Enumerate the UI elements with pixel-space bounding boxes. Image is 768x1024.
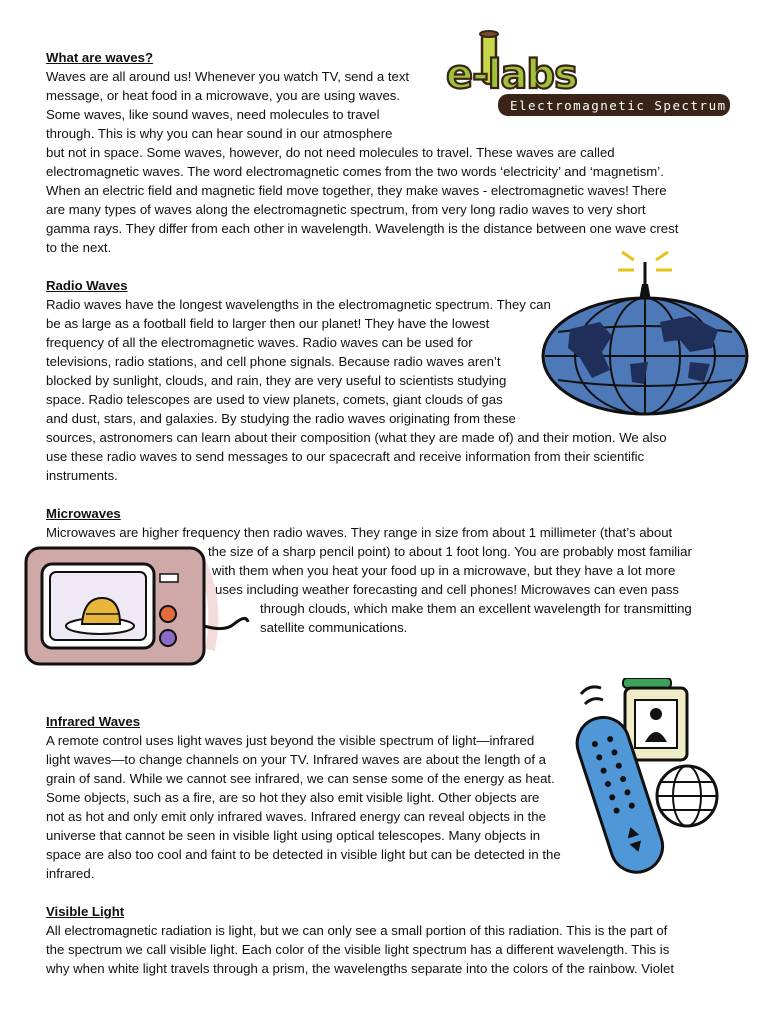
text-line: blocked by sunlight, clouds, and rain, they are very useful to scientists studying: [46, 373, 507, 388]
waves-paragraph: [46, 67, 678, 257]
text-line: and dust, stars, and galaxies. By studying the radio waves originating from these: [46, 411, 516, 426]
text-line: Waves are all around us! Whenever you watch TV, send a text: [46, 69, 410, 84]
text-line: gamma rays. They differ from each other in wavelength. Wavelength is the distance between one wave crest: [46, 221, 679, 236]
text-line: why when white light travels through a prism, the wavelengths separate into the colors of the rainbow. Violet: [46, 961, 674, 976]
text-line: Some objects, such as a fire, are so hot they also emit visible light. Other objects are: [46, 790, 540, 805]
text-line: the size of a sharp pencil point) to about 1 foot long. You are probably most familiar: [208, 544, 692, 559]
text-line: Microwaves are higher frequency then radio waves. They range in size from about 1 millimeter (that’s about: [46, 525, 673, 540]
heading-what-are-waves: What are waves?: [46, 50, 154, 65]
text-line: with them when you heat your food up in a microwave, but they have a lot more: [212, 563, 676, 578]
text-line: grain of sand. While we cannot see infrared, we can sense some of the energy as heat.: [46, 771, 555, 786]
text-line: be as large as a football field to larger then our planet! They have the lowest: [46, 316, 490, 331]
text-line: are many types of waves along the electromagnetic spectrum, from very long radio waves to very short: [46, 202, 646, 217]
microwave-oven-image: [20, 540, 252, 670]
text-line: All electromagnetic radiation is light, but we can only see a small portion of this radiation. This is the part of: [46, 923, 668, 938]
text-line: message, or heat food in a microwave, you are using waves.: [46, 88, 401, 103]
text-line: space are also too cool and faint to be detected in visible light but can be detected in the: [46, 847, 561, 862]
text-line: satellite communications.: [260, 620, 408, 635]
heading-radio-waves: Radio Waves: [46, 278, 128, 293]
logo-subtitle: Electromagnetic Spectrum: [510, 98, 727, 113]
text-line: A remote control uses light waves just beyond the visible spectrum of light—infrared: [46, 733, 535, 748]
text-line: to the next.: [46, 240, 112, 255]
logo-brand: e-labs: [446, 52, 577, 98]
text-line: space. Radio telescopes are used to view planets, comets, giant clouds of gas: [46, 392, 503, 407]
infrared-paragraph: [46, 731, 561, 883]
text-line: universe that cannot be seen in visible light using optical telescopes. Many objects in: [46, 828, 541, 843]
text-line: Radio waves have the longest wavelengths in the electromagnetic spectrum. They can: [46, 297, 551, 312]
heading-microwaves: Microwaves: [46, 506, 121, 521]
text-line: instruments.: [46, 468, 118, 483]
visible-paragraph: [46, 921, 674, 978]
text-line: through clouds, which make them an excellent wavelength for transmitting: [260, 601, 692, 616]
text-line: but not in space. Some waves, however, do not need molecules to travel. These waves are called: [46, 145, 615, 160]
remote-control-image: [575, 678, 725, 878]
heading-visible-light: Visible Light: [46, 904, 125, 919]
text-line: uses including weather forecasting and cell phones! Microwaves can even pass: [215, 582, 680, 597]
text-line: electromagnetic waves. The word electromagnetic comes from the two words ‘electricity’ and ‘magnetism’.: [46, 164, 664, 179]
text-line: frequency of all the electromagnetic waves. Radio waves can be used for: [46, 335, 473, 350]
text-line: through. This is why you can hear sound in our atmosphere: [46, 126, 393, 141]
text-line: infrared.: [46, 866, 95, 881]
text-line: light waves—to change channels on your TV. Infrared waves are about the length of a: [46, 752, 546, 767]
text-line: not as hot and only emit only infrared waves. Infrared energy can reveal objects in the: [46, 809, 546, 824]
radio-paragraph: [46, 295, 667, 485]
heading-infrared-waves: Infrared Waves: [46, 714, 141, 729]
text-line: Some waves, like sound waves, need molecules to travel: [46, 107, 380, 122]
text-line: use these radio waves to send messages to our spacecraft and receive information from their scientific: [46, 449, 645, 464]
text-line: the spectrum we call visible light. Each color of the visible light spectrum has a different wavelength. This is: [46, 942, 670, 957]
text-line: When an electric field and magnetic field move together, they make waves - electromagnetic waves! There: [46, 183, 667, 198]
text-line: televisions, radio stations, and cell phone signals. Because radio waves aren’t: [46, 354, 501, 369]
text-line: sources, astronomers can learn about their composition (what they are made of) and their motion. We also: [46, 430, 667, 445]
